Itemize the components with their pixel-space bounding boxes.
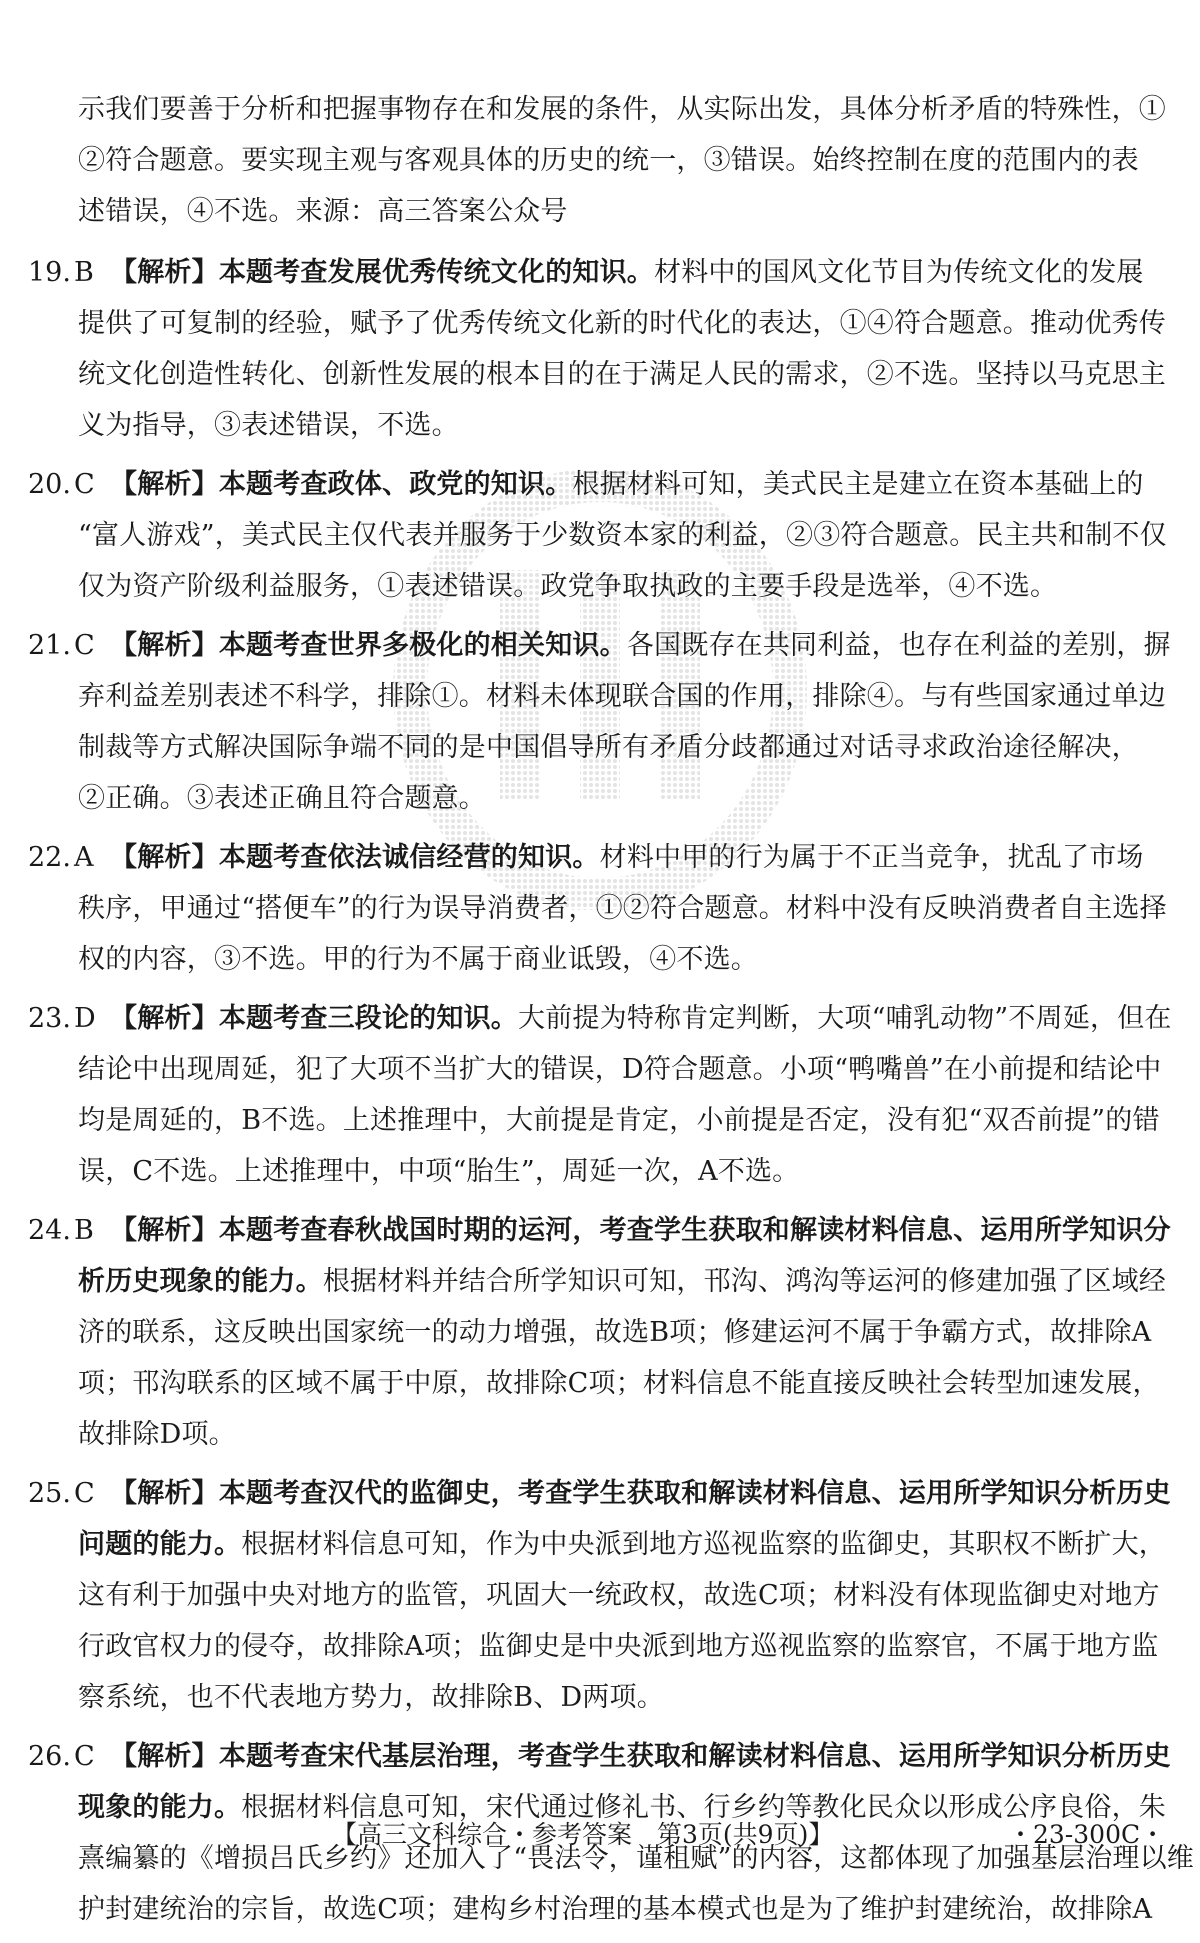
answer-letter: C: [74, 469, 95, 500]
answer-line: 熹编纂的《增损吕氏乡约》还加入了“畏法令，谨租赋”的内容，这都体现了加强基层治理以维: [78, 1843, 1195, 1874]
analysis-tag: 【解析】: [110, 257, 219, 288]
topic-text: 本题考查发展优秀传统文化的知识。: [218, 257, 655, 288]
explanation-text: 材料中的国风文化节目为传统文化的发展: [654, 257, 1144, 288]
analysis-tag: 【解析】: [110, 1741, 219, 1772]
answer-line: [110, 1731, 1174, 1782]
answer-line: 义为指导，③表述错误，不选。: [78, 410, 459, 441]
answer-item: [28, 247, 1174, 451]
answer-content: [28, 84, 1195, 1943]
explanation-text: 各国既存在共同利益，也存在利益的差别，摒: [626, 630, 1171, 661]
analysis-tag: 【解析】: [110, 469, 219, 500]
footer-code: ・23-300C・: [1008, 1820, 1166, 1849]
explanation-text: 大前提为特称肯定判断，大项“哺乳动物”不周延，但在: [518, 1003, 1172, 1034]
analysis-tag: 【解析】: [110, 1003, 219, 1034]
answer-line: 护封建统治的宗旨，故选C项；建构乡村治理的基本模式也是为了维护封建统治，故排除A: [78, 1894, 1153, 1925]
answer-item: [28, 832, 1174, 985]
explanation-text: 根据材料信息可知，宋代通过修礼书、行乡约等教化民众以形成公序良俗，朱: [241, 1792, 1167, 1823]
topic-text: 本题考查世界多极化的相关知识。: [218, 630, 627, 661]
intro-line: 示我们要善于分析和把握事物存在和发展的条件，从实际出发，具体分析矛盾的特殊性，①: [78, 94, 1166, 125]
topic-text: 本题考查春秋战国时期的运河，考查学生获取和解读材料信息、运用所学知识分: [218, 1215, 1171, 1246]
topic-text: 本题考查宋代基层治理，考查学生获取和解读材料信息、运用所学知识分析历史: [218, 1741, 1171, 1772]
answer-line: 统文化创造性转化、创新性发展的根本目的在于满足人民的需求，②不选。坚持以马克思主: [78, 359, 1166, 390]
answer-letter: C: [74, 1478, 95, 1509]
topic-text: 本题考查汉代的监御史，考查学生获取和解读材料信息、运用所学知识分析历史: [218, 1478, 1171, 1509]
answer-line: [110, 993, 1174, 1044]
explanation-text: 根据材料可知，美式民主是建立在资本基础上的: [572, 469, 1144, 500]
topic-text: 析历史现象的能力。: [78, 1266, 323, 1297]
answer-line: [110, 620, 1174, 671]
topic-text: 本题考查政体、政党的知识。: [218, 469, 573, 500]
answer-item: [28, 1468, 1174, 1723]
answer-line: 弃利益差别表述不科学，排除①。材料未体现联合国的作用，排除④。与有些国家通过单边: [78, 681, 1166, 712]
explanation-text: 根据材料并结合所学知识可知，邗沟、鸿沟等运河的修建加强了区域经: [322, 1266, 1167, 1297]
answer-line: [110, 459, 1174, 510]
answer-item: [28, 459, 1174, 612]
analysis-tag: 【解析】: [110, 1215, 219, 1246]
answer-line: 均是周延的，B不选。上述推理中，大前提是肯定，小前提是否定，没有犯“双否前提”的错: [78, 1105, 1160, 1136]
answer-line: [110, 832, 1174, 883]
answer-letter: A: [74, 842, 94, 873]
answer-line: 行政官权力的侵夺，故排除A项；监御史是中央派到地方巡视监察的监察官，不属于地方监: [78, 1631, 1159, 1662]
question-number: 20.: [28, 469, 71, 500]
answer-line: 这有利于加强中央对地方的监管，巩固大一统政权，故选C项；材料没有体现监御史对地方: [78, 1580, 1160, 1611]
analysis-tag: 【解析】: [110, 842, 219, 873]
answer-line: 提供了可复制的经验，赋予了优秀传统文化新的时代化的表达，①④符合题意。推动优秀传: [78, 308, 1166, 339]
answer-item: [28, 993, 1174, 1197]
question-number: 19.: [28, 257, 71, 288]
answer-line: 秩序，甲通过“搭便车”的行为误导消费者，①②符合题意。材料中没有反映消费者自主选择: [78, 893, 1167, 924]
answer-letter: B: [74, 1215, 94, 1246]
answer-line: [110, 247, 1174, 298]
answer-letter: D: [74, 1003, 96, 1034]
explanation-text: 材料中甲的行为属于不正当竞争，扰乱了市场: [599, 842, 1144, 873]
topic-text: 现象的能力。: [78, 1792, 242, 1823]
answer-line: 察系统，也不代表地方势力，故排除B、D两项。: [78, 1682, 664, 1713]
answer-line: [110, 1468, 1174, 1519]
analysis-tag: 【解析】: [110, 630, 219, 661]
intro-line: 述错误，④不选。来源：高三答案公众号: [78, 196, 568, 227]
answer-list: [28, 247, 1195, 1935]
answer-letter: C: [74, 630, 95, 661]
answer-line: 项；邗沟联系的区域不属于中原，故排除C项；材料信息不能直接反映社会转型加速发展，: [78, 1368, 1160, 1399]
answer-line: 济的联系，这反映出国家统一的动力增强，故选B项；修建运河不属于争霸方式，故排除A: [78, 1317, 1152, 1348]
question-number: 22.: [28, 842, 71, 873]
answer-line: 结论中出现周延，犯了大项不当扩大的错误，D符合题意。小项“鸭嘴兽”在小前提和结论中: [78, 1054, 1162, 1085]
question-number: 26.: [28, 1741, 71, 1772]
question-number: 21.: [28, 630, 71, 661]
answer-line: [110, 1205, 1174, 1256]
answer-line: 故排除D项。: [78, 1419, 236, 1450]
answer-item: [28, 1205, 1174, 1460]
answer-line: 仅为资产阶级利益服务，①表述错误。政党争取执政的主要手段是选举，④不选。: [78, 571, 1058, 602]
analysis-tag: 【解析】: [110, 1478, 219, 1509]
topic-text: 本题考查三段论的知识。: [218, 1003, 519, 1034]
explanation-text: 根据材料信息可知，作为中央派到地方巡视监察的监御史，其职权不断扩大，: [241, 1529, 1167, 1560]
footer-title: 【高三文科综合・参考答案 第3页(共9页)】: [332, 1820, 834, 1849]
question-number: 24.: [28, 1215, 71, 1246]
question-number: 23.: [28, 1003, 71, 1034]
topic-text: 问题的能力。: [78, 1529, 242, 1560]
answer-line: [78, 1256, 1174, 1307]
answer-line: [78, 1519, 1174, 1570]
intro-paragraph: [78, 84, 1174, 237]
answer-line: 权的内容，③不选。甲的行为不属于商业诋毁，④不选。: [78, 944, 758, 975]
topic-text: 本题考查依法诚信经营的知识。: [218, 842, 600, 873]
intro-line: ②符合题意。要实现主观与客观具体的历史的统一，③错误。始终控制在度的范围内的表: [78, 145, 1139, 176]
answer-line: ②正确。③表述正确且符合题意。: [78, 783, 486, 814]
answer-letter: B: [74, 257, 94, 288]
answer-item: [28, 620, 1174, 824]
question-number: 25.: [28, 1478, 71, 1509]
answer-line: “富人游戏”，美式民主仅代表并服务于少数资本家的利益，②③符合题意。民主共和制不仅: [78, 520, 1167, 551]
answer-line: 制裁等方式解决国际争端不同的是中国倡导所有矛盾分歧都通过对话寻求政治途径解决，: [78, 732, 1139, 763]
answer-line: 误，C不选。上述推理中，中项“胎生”，周延一次，A不选。: [78, 1156, 800, 1187]
answer-letter: C: [74, 1741, 95, 1772]
